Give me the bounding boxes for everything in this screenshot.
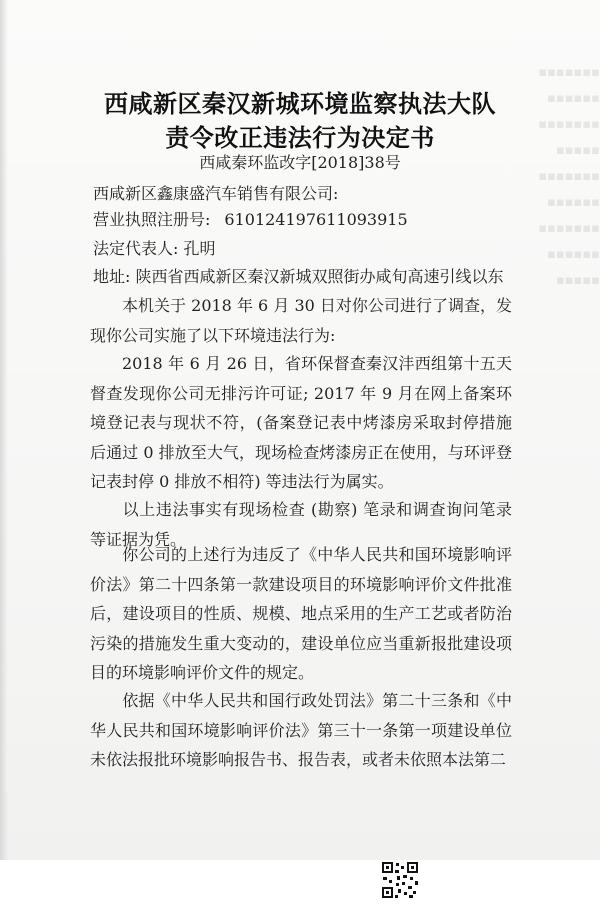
- paragraph-investigation-text: 本机关于 2018 年 6 月 30 日对你公司进行了调查，发现你公司实施了以下环境违法行为:: [90, 296, 512, 345]
- page-footer: [0, 860, 600, 905]
- business-license-value: 610124197611093915: [224, 210, 408, 229]
- document-number: 西咸秦环监改字[2018]38号: [199, 153, 401, 172]
- paragraph-law-violated: [90, 540, 512, 688]
- document-title-line-1: 西咸新区秦汉新城环境监察执法大队: [104, 90, 496, 118]
- legal-representative: 法定代表人: 孔明: [93, 239, 216, 258]
- qr-code-icon: [380, 860, 420, 900]
- business-license-label: 营业执照注册号:: [93, 210, 211, 229]
- paragraph-law-violated-text: 你公司的上述行为违反了《中华人民共和国环境影响评价法》第二十四条第一款建设项目的环境影响评价文件批准后，建设项目的性质、规模、地点采用的生产工艺或者防治污染的措施发生重大变动的，建设单位应当重新报批建设项目的环境影响评价文件的规定。: [90, 545, 512, 682]
- paragraph-investigation: [90, 291, 512, 350]
- paragraph-violation-facts: [90, 349, 512, 497]
- paragraph-legal-basis: [90, 686, 512, 775]
- company-address: 地址: 陕西省西咸新区秦汉新城双照街办咸旬高速引线以东: [93, 267, 504, 286]
- document-title-line-2: 责令改正违法行为决定书: [165, 124, 435, 152]
- recipient-company: 西咸新区鑫康盛汽车销售有限公司:: [93, 184, 339, 203]
- bleed-through-text: ▪▪▪▪▪▪▪ ▪▪▪▪▪▪ ▪▪▪▪▪▪▪ ▪▪▪▪▪ ▪▪▪▪▪▪▪ ▪▪▪▪▪▪ ▪▪▪▪▪▪▪ ▪▪▪▪▪▪ ▪▪▪▪▪: [538, 65, 600, 288]
- paragraph-legal-basis-text: 依据《中华人民共和国行政处罚法》第二十三条和《中华人民共和国环境影响评价法》第三十一条第一项建设单位未依法报批环境影响报告书、报告表，或者未依照本法第二: [90, 691, 512, 769]
- paragraph-violation-facts-text: 2018 年 6 月 26 日，省环保督查秦汉沣西组第十五天督查发现你公司无排污许可证; 2017 年 9 月在网上备案环境登记表与现状不符，(备案登记表中烤漆房采取封停措施后通过 0 排放至大气，现场检查烤漆房正在使用，与环评登记表封停 0 排放不相符) 等违法行为属实。: [90, 354, 512, 491]
- paragraph-evidence-text: 以上违法事实有现场检查 (勘察) 笔录和调查询问笔录等证据为凭。: [90, 500, 512, 549]
- business-license-row: [93, 207, 408, 233]
